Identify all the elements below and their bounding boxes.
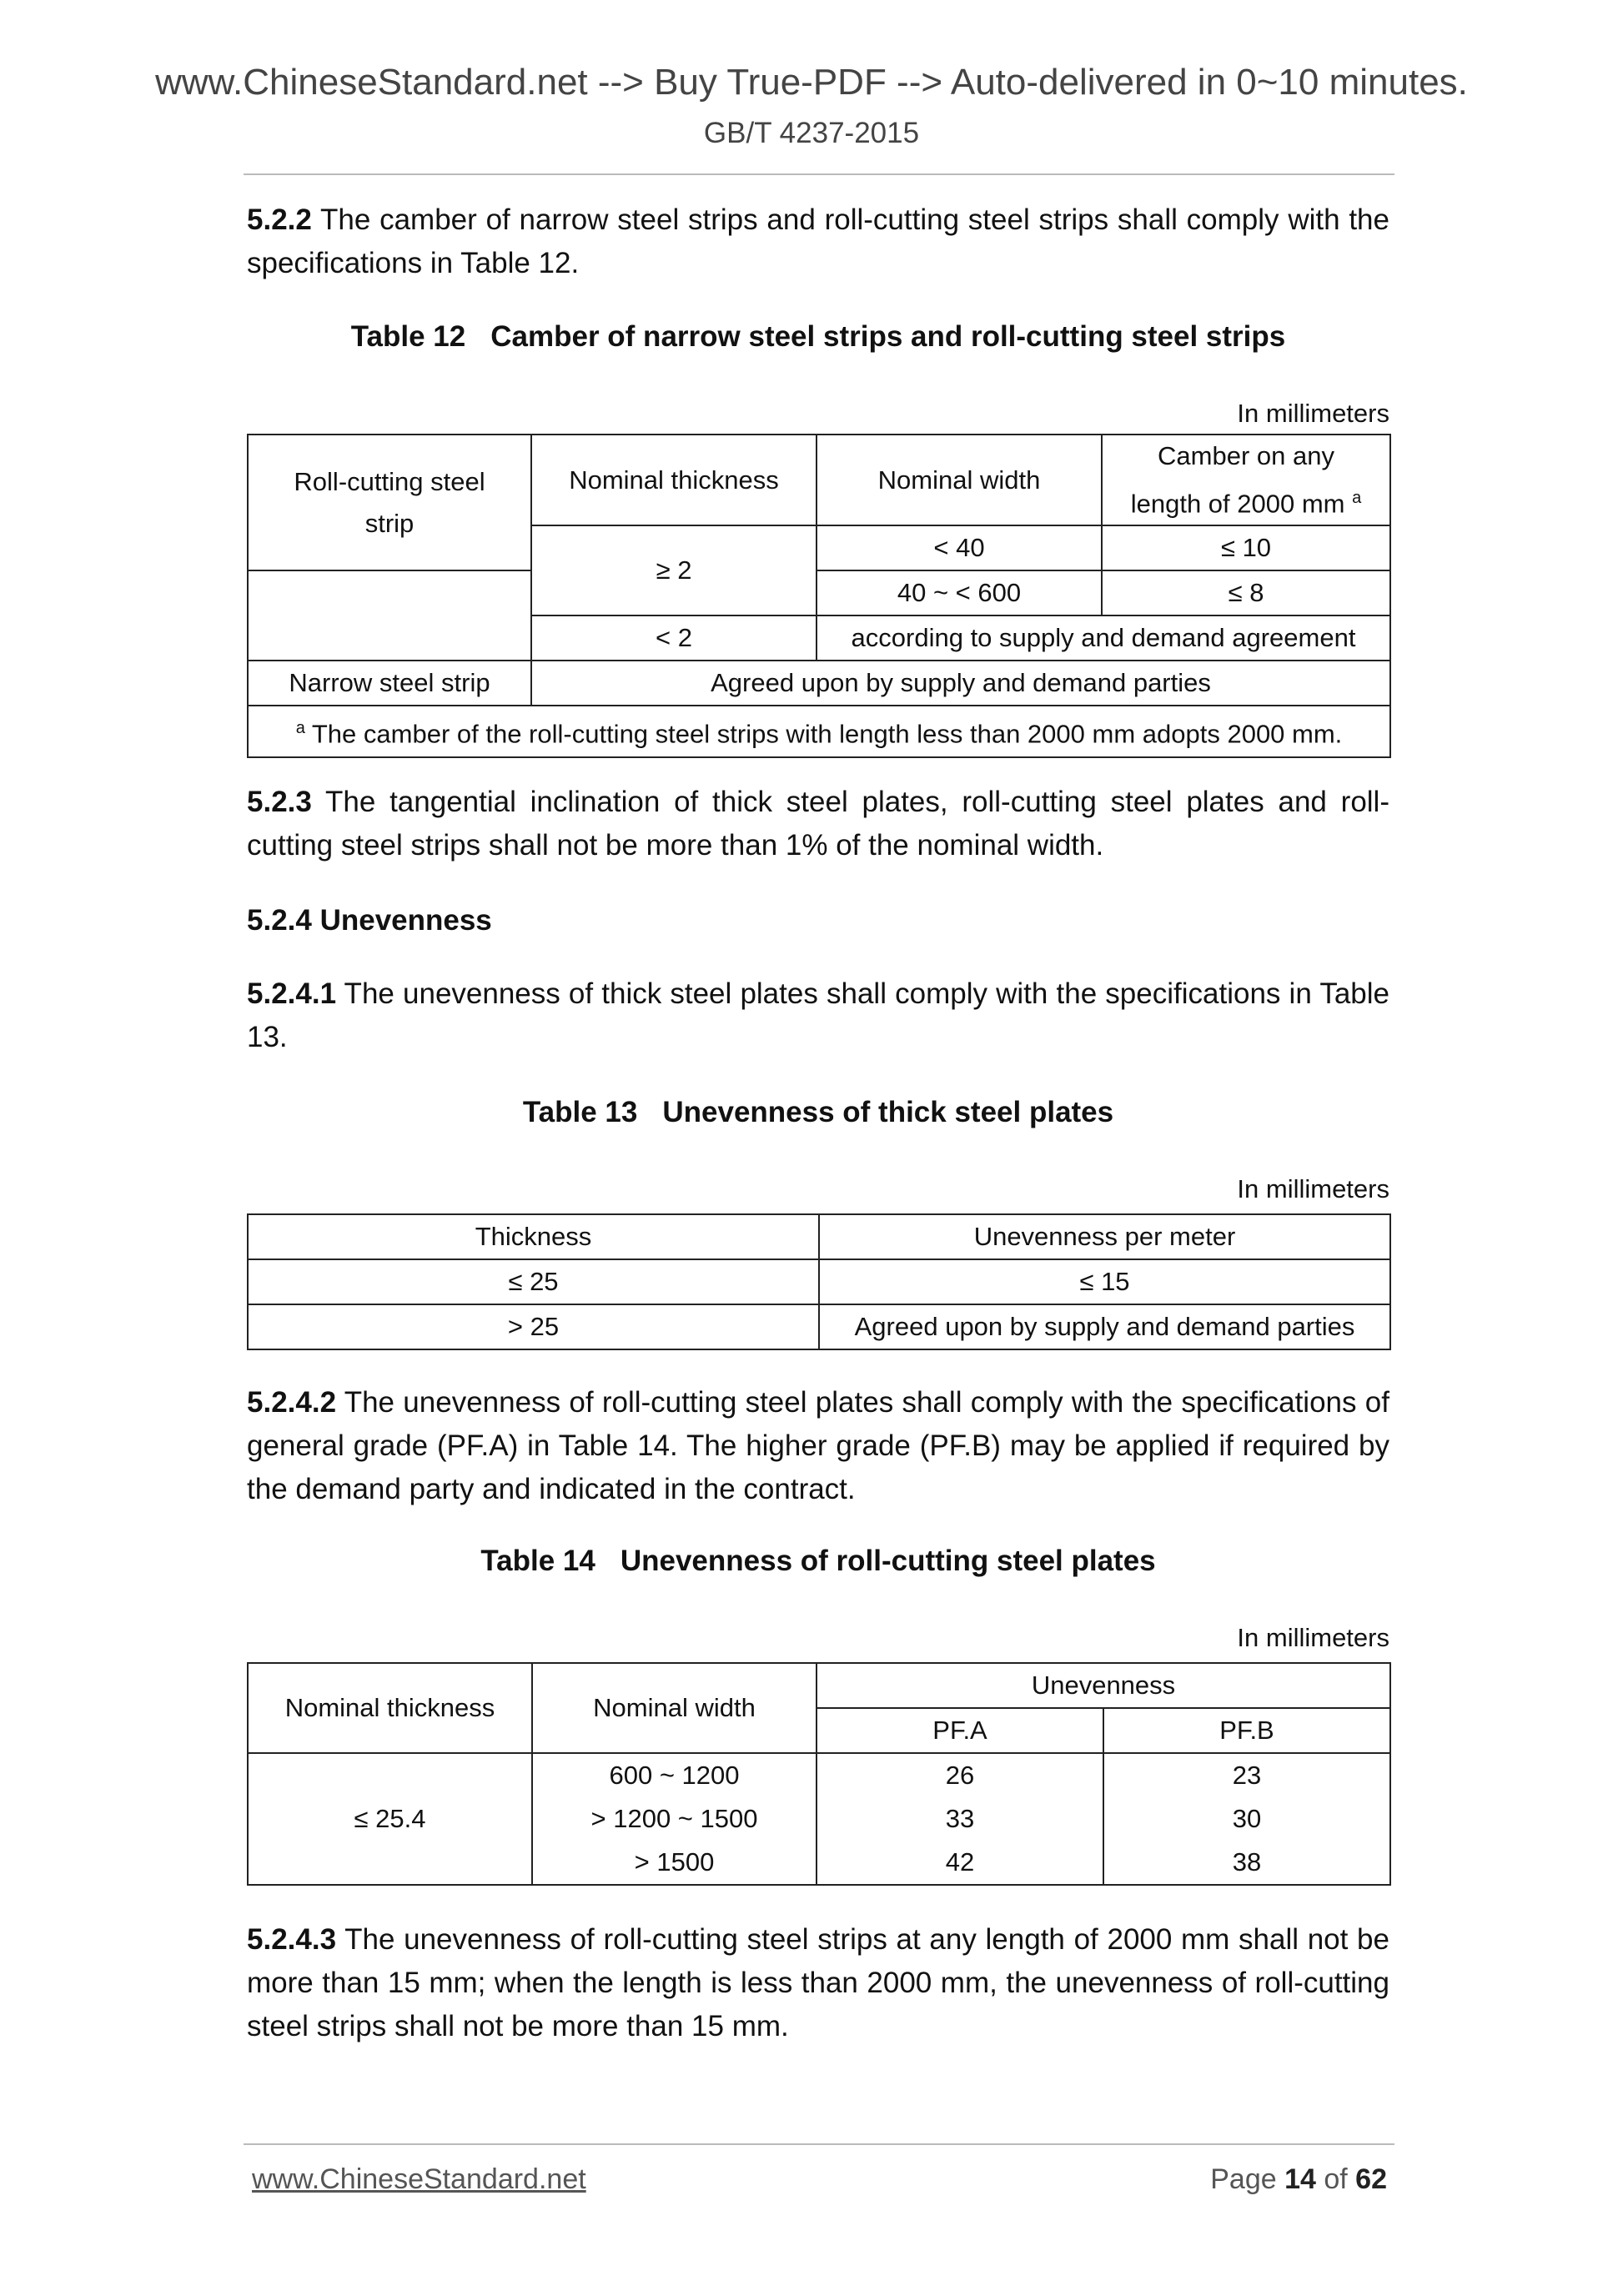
standard-number: GB/T 4237-2015 [703,117,920,149]
narrow-strip-label: Narrow steel strip [248,661,531,706]
width-cell: 600 ~ 1200 [532,1753,817,1797]
camber-le-8: ≤ 8 [1102,570,1390,615]
table-14-caption [247,1545,1389,1578]
header-camber-text: Camber on any length of 2000 mm [1130,441,1345,519]
pfb-cell: 38 [1103,1841,1390,1885]
footnote-text: The camber of the roll-cutting steel strips with length less than 2000 mm adopts 2000 mm. [304,719,1343,749]
table-12-unit: In millimeters [1237,399,1389,428]
page-total: 62 [1355,2163,1387,2195]
narrow-strip-value: Agreed upon by supply and demand parties [531,661,1390,706]
header-nominal-width: Nominal width [532,1663,817,1753]
table-row [248,1259,1390,1304]
header-divider [244,173,1394,175]
roll-cutting-strip-label: Roll-cutting steel strip [248,435,531,570]
footnote-mark: a [1352,489,1362,507]
header-pfa: PF.A [817,1708,1103,1753]
caption-number: Table 14 [480,1545,595,1577]
footnote-mark: a [295,719,305,738]
clause-text: The tangential inclination of thick steel plates, roll-cutting steel plates and roll-cutting steel strips shall not be more than 1% of the nominal width. [247,786,1389,862]
header-nominal-thickness: Nominal thickness [531,435,817,525]
clause-5-2-3 [247,781,1389,867]
footer-divider [244,2143,1394,2145]
footer-website-link[interactable]: www.ChineseStandard.net [252,2163,586,2195]
clause-text: The unevenness of roll-cutting steel strips at any length of 2000 mm shall not be more than 15 mm; when the length is less than 2000 mm, the unevenness of roll-cutting steel strips shall not be more than 15 mm. [247,1923,1389,2042]
clause-text: The camber of narrow steel strips and roll-cutting steel strips shall comply with the specifications in Table 12. [247,203,1389,279]
width-cell: > 1200 ~ 1500 [532,1797,817,1841]
lt-2-value: according to supply and demand agreement [817,615,1390,661]
table-row [248,1304,1390,1349]
width-lt-40: < 40 [817,525,1102,570]
clause-number: 5.2.4.3 [247,1923,337,1956]
header-nominal-thickness: Nominal thickness [248,1663,532,1753]
camber-le-10: ≤ 10 [1102,525,1390,570]
header-pfb: PF.B [1103,1708,1390,1753]
page-of: of [1315,2163,1356,2195]
pfb-cell: 30 [1103,1797,1390,1841]
thickness-lt-2: < 2 [531,615,817,661]
page-current: 14 [1284,2163,1316,2195]
pfb-cell: 23 [1103,1753,1390,1797]
thickness-cell: ≤ 25 [248,1259,819,1304]
header-nominal-width: Nominal width [817,435,1102,525]
roll-cutting-strip-label-continued [248,570,531,661]
table-12-caption [247,320,1389,354]
table-14-unit: In millimeters [1237,1623,1389,1652]
section-5-2-4-heading: 5.2.4 Unevenness [247,904,492,937]
header-banner: www.ChineseStandard.net --> Buy True-PDF --> Auto-delivered in 0~10 minutes. [155,62,1468,103]
caption-title: Camber of narrow steel strips and roll-cutting steel strips [490,320,1286,353]
clause-5-2-2 [247,198,1389,285]
table-13-unit: In millimeters [1237,1174,1389,1203]
caption-number: Table 12 [350,320,466,353]
clause-number: 5.2.4.1 [247,977,337,1010]
pfa-cell: 42 [817,1841,1103,1885]
table-13 [247,1213,1391,1350]
clause-5-2-4-3 [247,1918,1389,2048]
clause-5-2-4-2 [247,1381,1389,1511]
table-12 [247,434,1391,758]
table-13-caption [247,1096,1389,1129]
clause-text: The unevenness of roll-cutting steel plates shall comply with the specifications of general grade (PF.A) in Table 14. The higher grade (PF.B) may be applied if required by the demand party and indicated in the contract. [247,1386,1389,1505]
table-row [248,1753,1390,1797]
thickness-cell: ≤ 25.4 [248,1753,532,1885]
unevenness-cell: ≤ 15 [819,1259,1390,1304]
page-prefix: Page [1210,2163,1285,2195]
page-number [1210,2163,1387,2196]
table-14 [247,1662,1391,1886]
thickness-cell: > 25 [248,1304,819,1349]
header-unevenness: Unevenness [817,1663,1390,1708]
clause-5-2-4-1 [247,972,1389,1059]
table-12-footnote [248,706,1390,756]
clause-number: 5.2.3 [247,786,312,818]
caption-title: Unevenness of thick steel plates [662,1096,1114,1128]
clause-text: The unevenness of thick steel plates shall comply with the specifications in Table 13. [247,977,1389,1053]
clause-number: 5.2.2 [247,203,312,236]
width-40-600: 40 ~ < 600 [817,570,1102,615]
caption-number: Table 13 [522,1096,638,1128]
thickness-ge-2: ≥ 2 [531,525,817,615]
width-cell: > 1500 [532,1841,817,1885]
unevenness-cell: Agreed upon by supply and demand parties [819,1304,1390,1349]
caption-title: Unevenness of roll-cutting steel plates [620,1545,1156,1577]
pfa-cell: 33 [817,1797,1103,1841]
clause-number: 5.2.4.2 [247,1386,337,1419]
header-camber [1102,435,1390,525]
header-unevenness: Unevenness per meter [819,1214,1390,1259]
header-thickness: Thickness [248,1214,819,1259]
pfa-cell: 26 [817,1753,1103,1797]
